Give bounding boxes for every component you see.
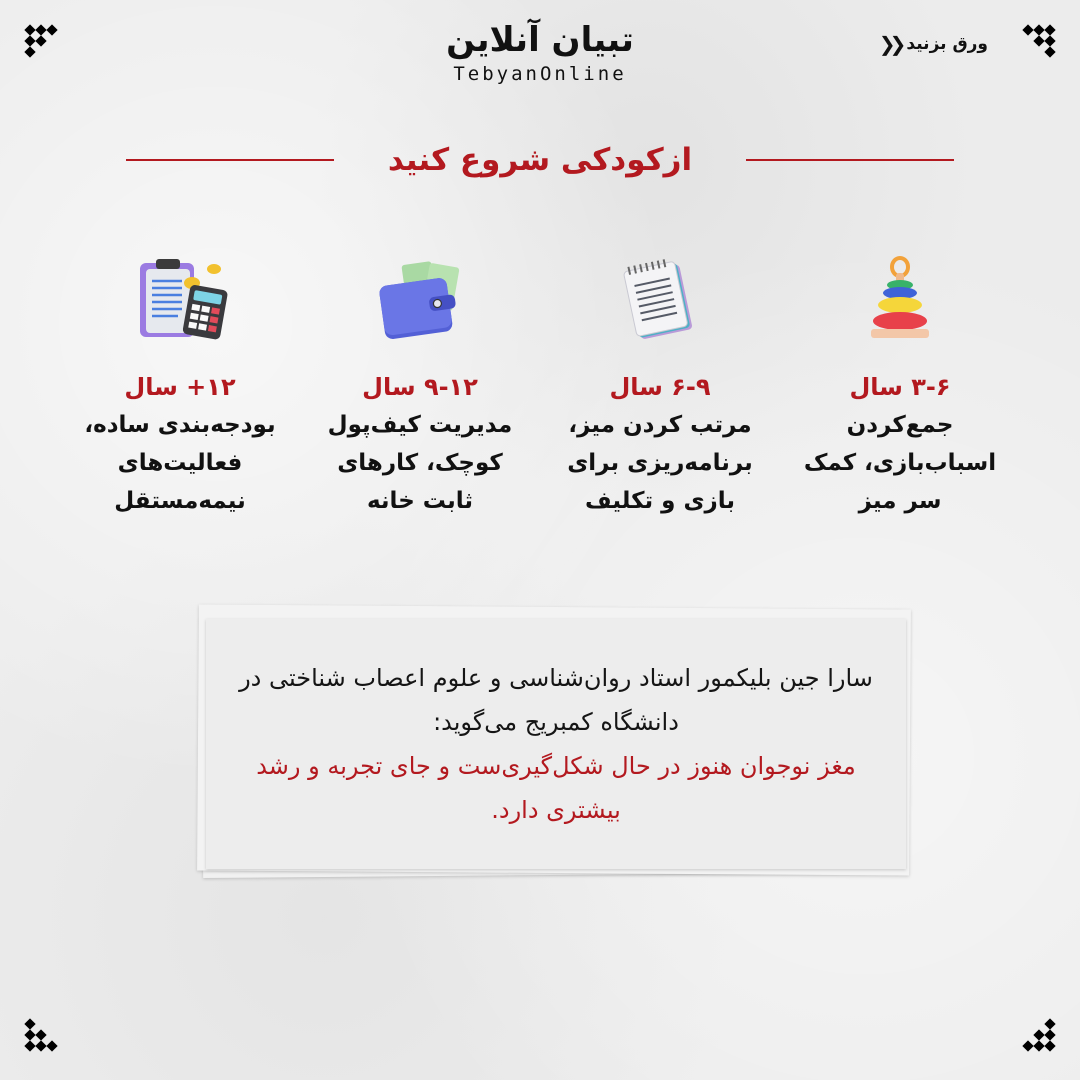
notepad-icon [620, 255, 700, 345]
logo-persian: تبیان آنلاین [446, 20, 634, 60]
quote-attribution: سارا جین بلیکمور استاد روان‌شناسی و علوم اعصاب شناختی در دانشگاه کمبریج می‌گوید: [239, 664, 873, 736]
age-description: جمع‌کردن اسباب‌بازی، کمک سر میز [803, 412, 997, 514]
age-column-9-12 [310, 250, 530, 520]
age-range: ۱۲+ سال [124, 373, 236, 401]
age-columns [70, 250, 1010, 520]
paper-sheet-front [206, 619, 906, 869]
corner-pattern-icon [18, 1018, 58, 1058]
quote-card [196, 605, 916, 885]
age-range: ۶-۹ سال [609, 373, 711, 401]
age-column-3-6 [790, 250, 1010, 520]
double-chevron-left-icon: ❮❮ [878, 32, 901, 56]
title-divider-left [126, 159, 334, 161]
quote-highlight: مغز نوجوان هنوز در حال شکل‌گیری‌ست و جای تجربه و رشد بیشتری دارد. [256, 752, 856, 824]
logo-english: TebyanOnline [453, 63, 627, 85]
corner-pattern-icon [1022, 1018, 1062, 1058]
age-description: مدیریت کیف‌پول کوچک، کارهای ثابت خانه [327, 412, 513, 514]
age-column-12-plus [70, 250, 290, 520]
swipe-label: ورق بزنید [906, 34, 988, 54]
clipboard-calculator-icon [130, 255, 230, 345]
age-range: ۹-۱۲ سال [362, 373, 478, 401]
age-description: مرتب کردن میز، برنامه‌ریزی برای بازی و تکلیف [567, 412, 753, 514]
section-title: ازکودکی شروع کنید [387, 142, 693, 178]
wallet-icon [372, 257, 468, 343]
stacking-rings-toy-icon [865, 255, 935, 345]
swipe-hint[interactable] [879, 32, 988, 56]
age-range: ۳-۶ سال [849, 373, 951, 401]
age-description: بودجه‌بندی ساده، فعالیت‌های نیمه‌مستقل [84, 412, 276, 514]
section-header [126, 142, 954, 178]
title-divider-right [746, 159, 954, 161]
age-column-6-9 [550, 250, 770, 520]
